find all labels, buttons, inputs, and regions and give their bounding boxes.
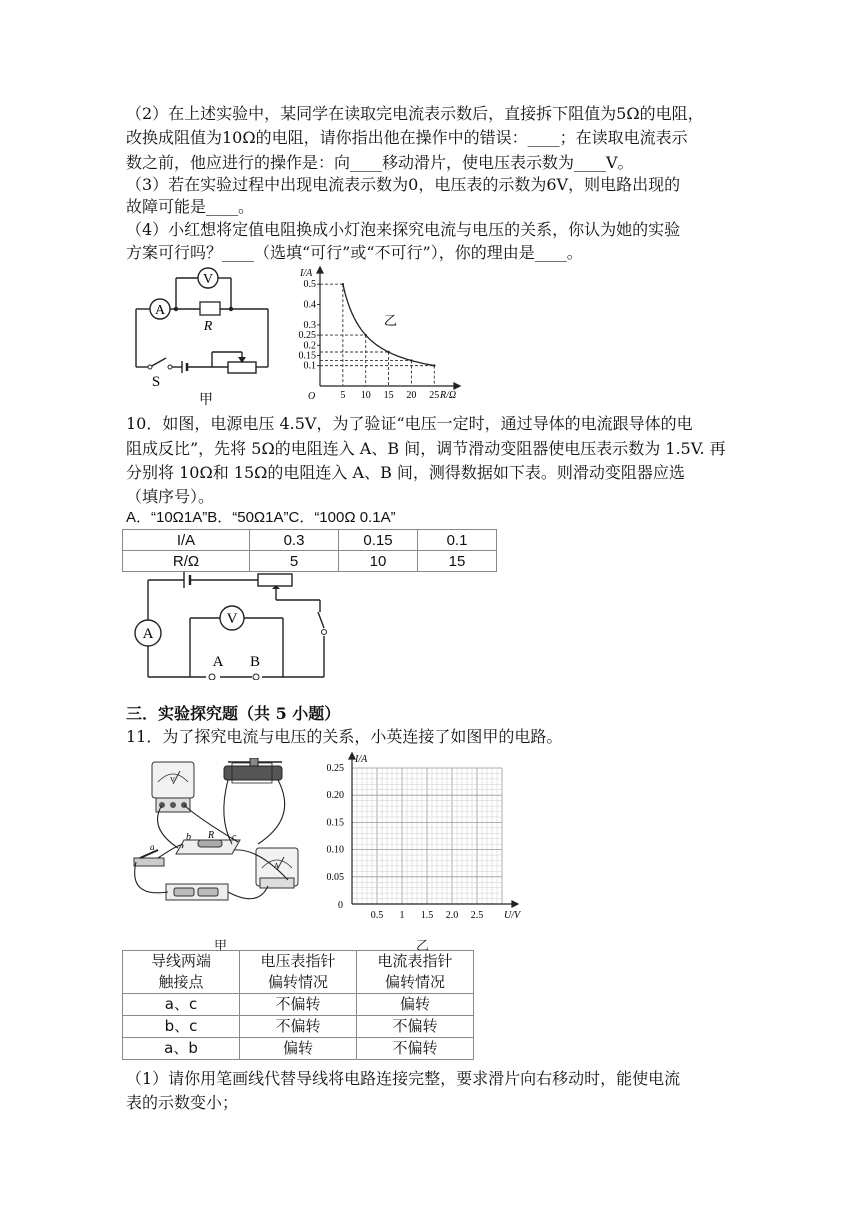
- voltmeter-label: V: [226, 611, 238, 627]
- q10-data-table: [122, 529, 497, 572]
- header-line: 偏转情况: [267, 973, 328, 991]
- table-cell: 不偏转: [240, 1016, 357, 1038]
- q10-options: A．“10Ω1A”B．“50Ω1A”C．“100Ω 0.1A”: [126, 509, 396, 526]
- q9-part2-line1: （2）在上述实验中，某同学在读取完电流表示数后，直接拆下阻值为5Ω的电阻，: [126, 104, 704, 123]
- y-tick-label: 0.15: [298, 350, 316, 362]
- data-point: [342, 283, 344, 285]
- q11-apparatus-illustration: [128, 758, 318, 908]
- q10-line4: （填序号）。: [126, 487, 215, 506]
- x-tick-label: 25: [429, 390, 440, 401]
- table-cell: a、b: [123, 1038, 240, 1060]
- q9-part4-line2: 方案可行吗？____（选填“可行”或“不可行”），你的理由是____。: [126, 243, 583, 262]
- x-tick-label: 20: [406, 390, 417, 401]
- x-axis-label: R/Ω: [440, 390, 457, 401]
- table-header-cell: [123, 951, 240, 994]
- table-cell: I/A: [123, 530, 250, 551]
- header-line: 触接点: [158, 973, 204, 991]
- table-cell: b、c: [123, 1016, 240, 1038]
- y-tick-label: 0.15: [326, 817, 344, 829]
- y-tick-label: 0.2: [303, 340, 316, 352]
- q11-part1-line1: （1）请你用笔画线代替导线将电路连接完整，要求滑片向右移动时，能使电流: [126, 1069, 681, 1088]
- y-tick-label: 0.3: [303, 319, 316, 331]
- y-axis-label: I/A: [300, 268, 313, 279]
- q9-part2-line3: 数之前，他应进行的操作是：向____移动滑片，使电压表示数为____V。: [126, 153, 634, 172]
- x-tick-label: 15: [383, 390, 394, 401]
- voltmeter-glyph: V: [170, 776, 176, 784]
- terminal-a-glyph: a: [150, 842, 155, 852]
- table-row: [123, 1038, 474, 1060]
- x-tick-label: 1: [399, 910, 405, 921]
- q9-circuit-diagram: [128, 262, 278, 412]
- origin-label: 0: [338, 900, 343, 911]
- data-point: [410, 359, 412, 361]
- q9-current-resistance-graph: [290, 264, 470, 414]
- x-tick-label: 0.5: [370, 910, 384, 921]
- table-row: [123, 994, 474, 1016]
- x-tick-label: 2.0: [445, 910, 459, 921]
- table-cell: 15: [418, 551, 497, 572]
- voltmeter-label: V: [202, 272, 214, 287]
- table-cell: a、c: [123, 994, 240, 1016]
- terminal-b-label: B: [249, 654, 261, 670]
- q9-part3-line2: 故障可能是____。: [126, 197, 255, 216]
- y-tick-label: 0.10: [326, 844, 344, 856]
- header-line: 电流表指针: [377, 952, 453, 970]
- q11-part1-line2: 表的示数变小；: [126, 1093, 239, 1112]
- q10-line1: 10．如图，电源电压 4.5V，为了验证“电压一定时，通过导体的电流跟导体的电: [126, 414, 693, 433]
- q9-part3-line1: （3）若在实验过程中出现电流表示数为0，电压表的示数为6V，则电路出现的: [126, 175, 681, 194]
- y-axis-arrow: [317, 267, 323, 273]
- origin-label: O: [308, 391, 316, 402]
- q9-part2-line2: 改换成阻值为10Ω的电阻，请你指出他在操作中的错误：____；在读取电流表示: [126, 128, 688, 147]
- y-tick-label: 0.20: [326, 790, 344, 802]
- q10-circuit-diagram: [128, 570, 348, 680]
- table-cell: R/Ω: [123, 551, 250, 572]
- figure-caption-yi: 乙: [416, 939, 430, 954]
- table-cell: 0.1: [418, 530, 497, 551]
- table-cell: 0.15: [339, 530, 418, 551]
- x-tick-label: 1.5: [420, 910, 434, 921]
- y-tick-label: 0.25: [298, 330, 316, 342]
- y-tick-label: 0.4: [303, 299, 316, 311]
- table-header-cell: [240, 951, 357, 994]
- table-row: [123, 530, 497, 551]
- table-header-cell: [357, 951, 474, 994]
- table-cell: 5: [250, 551, 339, 572]
- figure-caption-jia: 甲: [214, 939, 228, 954]
- table-row: [123, 551, 497, 572]
- x-tick-label: 2.5: [470, 910, 484, 921]
- figure-caption-jia: 甲: [199, 393, 213, 408]
- terminal-b-glyph: b: [186, 832, 191, 843]
- q11-current-voltage-grid: [314, 752, 524, 922]
- table-row: [123, 1016, 474, 1038]
- table-cell: 不偏转: [357, 1038, 474, 1060]
- y-tick-label: 0.05: [326, 871, 344, 883]
- y-tick-label: 0.25: [326, 763, 344, 774]
- terminal-c-glyph: c: [232, 832, 237, 843]
- y-tick-label: 0.1: [303, 360, 316, 372]
- q10-line2: 阻成反比”，先将 5Ω的电阻连入 A、B 间，调节滑动变阻器使电压表示数为 1.5V. 再: [126, 439, 726, 458]
- q9-part4-line1: （4）小红想将定值电阻换成小灯泡来探究电流与电压的关系，你认为她的实验: [126, 220, 681, 239]
- ammeter-label: A: [142, 626, 154, 642]
- y-tick-label: 0.5: [303, 279, 316, 291]
- x-tick-label: 5: [340, 390, 346, 401]
- resistor-r-glyph: R: [208, 830, 215, 841]
- ammeter-glyph: A: [274, 862, 280, 870]
- switch-label: S: [151, 374, 161, 390]
- q11-observation-table: [122, 950, 474, 1060]
- q11-stem: 11．为了探究电流与电压的关系，小英连接了如图甲的电路。: [126, 727, 563, 746]
- table-cell: 0.3: [250, 530, 339, 551]
- x-axis-arrow: [512, 901, 518, 907]
- section-heading: 三．实验探究题（共 5 小题）: [126, 704, 341, 723]
- data-point: [387, 351, 389, 353]
- x-tick-label: 10: [360, 390, 371, 401]
- header-line: 导线两端: [150, 952, 211, 970]
- table-row: [123, 951, 474, 994]
- header-line: 电压表指针: [260, 952, 336, 970]
- table-cell: 偏转: [357, 994, 474, 1016]
- ammeter-label: A: [154, 303, 166, 318]
- y-axis-label: I/A: [355, 754, 368, 765]
- curve-label: 乙: [384, 312, 398, 328]
- table-cell: 10: [339, 551, 418, 572]
- header-line: 偏转情况: [384, 973, 445, 991]
- data-point: [365, 334, 367, 336]
- data-point: [433, 364, 435, 366]
- table-cell: 偏转: [240, 1038, 357, 1060]
- terminal-a-label: A: [212, 654, 224, 670]
- table-cell: 不偏转: [240, 994, 357, 1016]
- q10-line3: 分别将 10Ω和 15Ω的电阻连入 A、B 间，测得数据如下表。则滑动变阻器应选: [126, 463, 685, 482]
- resistor-label: R: [203, 319, 213, 334]
- table-cell: 不偏转: [357, 1016, 474, 1038]
- x-axis-arrow: [454, 383, 460, 389]
- x-axis-label: U/V: [504, 910, 521, 921]
